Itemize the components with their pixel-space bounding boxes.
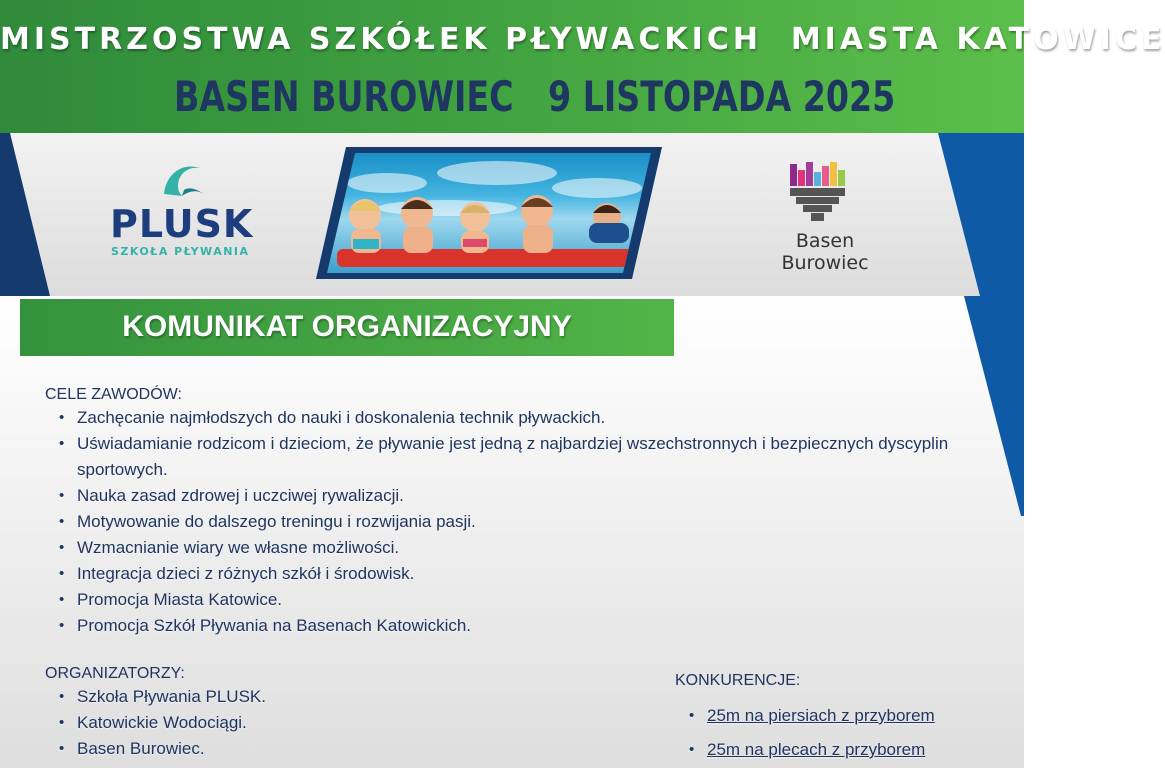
burowiec-logo-line2: Burowiec [781,252,869,274]
list-item: • Wzmacnianie wiary we własne możliwości. [45,535,985,561]
list-item: • Promocja Miasta Katowice. [45,587,985,613]
list-item: • Motywowanie do dalszego treningu i rozwijania pasji. [45,509,985,535]
list-item: • Uświadamianie rodzicom i dzieciom, że pływanie jest jedną z najbardziej wszechstronnych i bezpiecznych dyscyplin sportowych. [45,431,985,483]
plusk-logo-name: PLUSK [110,202,254,246]
list-item: • Katowickie Wodociągi. [45,710,545,736]
organizatorzy-list [45,684,545,762]
children-swimming-photo [327,153,651,273]
pool-building-icon [770,160,880,224]
section-title-bar [20,299,674,356]
list-item: • Basen Burowiec. [45,736,545,762]
list-item: • Nauka zasad zdrowej i uczciwej rywalizacji. [45,483,985,509]
basen-burowiec-logo [770,160,870,280]
wave-icon [160,160,206,198]
list-item: • Promocja Szkół Pływania na Basenach Katowickich. [45,613,985,639]
konkurencje-list [675,699,1005,767]
list-item: • Szkoła Pływania PLUSK. [45,684,545,710]
header-banner [0,0,1165,133]
organizatorzy-heading: ORGANIZATORZY: [45,665,185,682]
cele-list [45,405,985,639]
plusk-logo-subtitle: SZKOŁA PŁYWANIA [111,245,250,258]
event-date: 9 LISTOPADA 2025 [548,72,896,121]
list-item: • 25m na plecach z przyborem [675,733,1005,767]
section-title: KOMUNIKAT ORGANIZACYJNY [122,310,572,343]
venue-name: BASEN BUROWIEC [174,72,514,121]
cele-heading: CELE ZAWODÓW: [45,386,182,403]
plusk-logo [108,160,254,260]
konkurencje-heading: KONKURENCJE: [675,672,801,689]
list-item: • 25m na piersiach z przyborem [675,699,1005,733]
list-item: • Integracja dzieci z różnych szkół i środowisk. [45,561,985,587]
list-item: • Zachęcanie najmłodszych do nauki i doskonalenia technik pływackich. [45,405,985,431]
burowiec-logo-line1: Basen [795,230,855,252]
event-title: MISTRZOSTWA SZKÓŁEK PŁYWACKICH MIASTA KATOWICE [0,22,1165,57]
